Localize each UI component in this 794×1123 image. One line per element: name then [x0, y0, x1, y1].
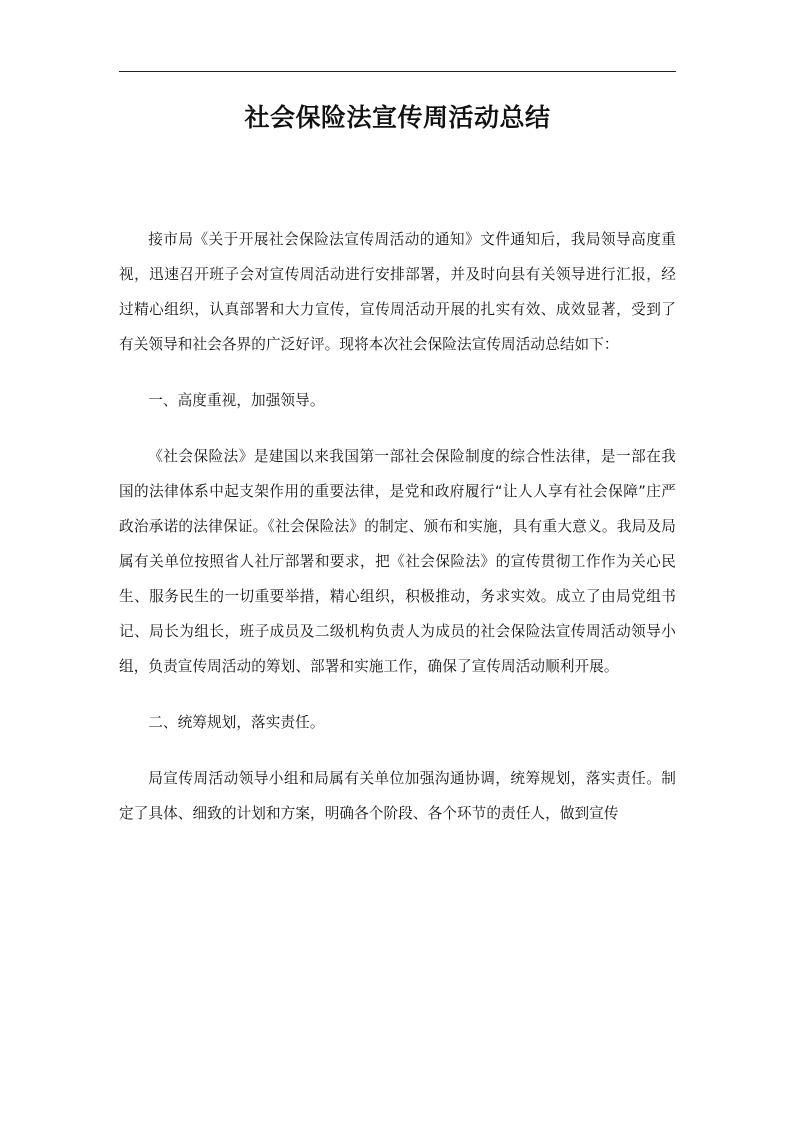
document-body: [119, 222, 676, 831]
section-1-paragraph: 《社会保险法》是建国以来我国第一部社会保险制度的综合性法律，是一部在我国的法律体系中起支架作用的重要法律，是党和政府履行“让人人享有社会保障”庄严政治承诺的法律保证。《社会保险法》的制定、颁布和实施，具有重大意义。我局及局属有关单位按照省人社厅部署和要求，把《社会保险法》的宣传贯彻工作作为关心民生、服务民生的一切重要举措，精心组织，积极推动，务求实效。成立了由局党组书记、局长为组长，班子成员及二级机构负责人为成员的社会保险法宣传周活动领导小组，负责宣传周活动的筹划、部署和实施工作，确保了宣传周活动顺利开展。: [119, 448, 676, 675]
section-2-paragraph: 局宣传周活动领导小组和局属有关单位加强沟通协调，统筹规划，落实责任。制定了具体、细致的计划和方案，明确各个阶段、各个环节的责任人，做到宣传: [119, 770, 676, 822]
header-rule: [119, 71, 676, 72]
section-heading-1: 一、高度重视，加强领导。: [148, 392, 325, 409]
intro-paragraph: 接市局《关于开展社会保险法宣传周活动的通知》文件通知后，我局领导高度重视，迅速召开班子会对宣传周活动进行安排部署，并及时向县有关领导进行汇报，经过精心组织，认真部署和大力宣传，宣传周活动开展的扎实有效、成效显著，受到了有关领导和社会各界的广泛好评。现将本次社会保险法宣传周活动总结如下：: [119, 231, 676, 353]
document-title: 社会保险法宣传周活动总结: [244, 103, 551, 132]
section-heading-2: 二、统筹规划，落实责任。: [148, 714, 325, 731]
